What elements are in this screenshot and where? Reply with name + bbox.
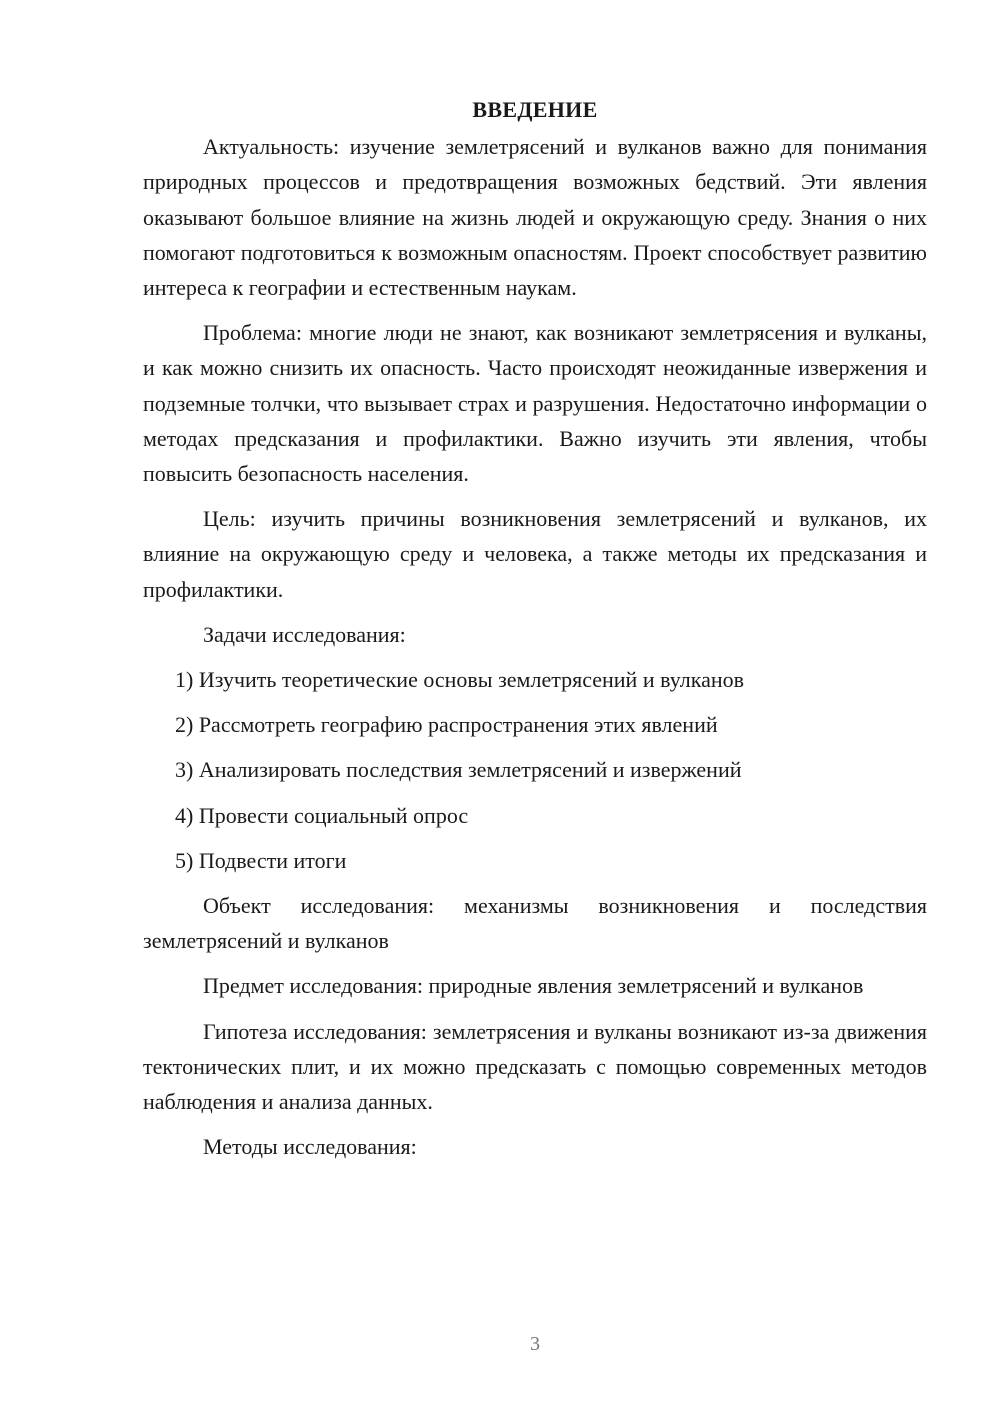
section-title: ВВЕДЕНИЕ: [472, 97, 598, 122]
subject-paragraph: Предмет исследования: природные явления землетрясений и вулканов: [203, 973, 864, 999]
task-item-4: 4) Провести социальный опрос: [175, 802, 469, 828]
task-item-1: 1) Изучить теоретические основы землетрясений и вулканов: [175, 667, 745, 693]
hypothesis-paragraph: Гипотеза исследования: землетрясения и вулканы возникают из-за движения тектонических плит, и их можно предсказать с помощью современных методов наблюдения и анализа данных.: [143, 1018, 927, 1115]
page-number: 3: [530, 1333, 540, 1355]
problem-paragraph: Проблема: многие люди не знают, как возникают землетрясения и вулканы, и как можно снизить их опасность. Часто происходят неожиданные извержения и подземные толчки, что вызывает страх и разрушения. Недостаточно информации о методах предсказания и профилактики. Важно изучить эти явления, чтобы повысить безопасность населения.: [143, 320, 927, 487]
relevance-paragraph: Актуальность: изучение землетрясений и вулканов важно для понимания природных процессов и предотвращения возможных бедствий. Эти явления оказывают большое влияние на жизнь людей и окружающую среду. Знания о них помогают подготовиться к возможным опасностям. Проект способствует развитию интереса к географии и естественным наукам.: [143, 134, 927, 301]
methods-heading: Методы исследования:: [203, 1134, 417, 1160]
task-item-3: 3) Анализировать последствия землетрясений и извержений: [175, 757, 742, 783]
object-paragraph: Объект исследования: механизмы возникновения и последствия землетрясений и вулканов: [143, 893, 927, 954]
tasks-heading: Задачи исследования:: [203, 621, 406, 647]
tasks-list: [143, 662, 927, 878]
goal-paragraph: Цель: изучить причины возникновения землетрясений и вулканов, их влияние на окружающую среду и человека, а также методы их предсказания и профилактики.: [143, 506, 927, 602]
task-item-5: 5) Подвести итоги: [175, 847, 347, 873]
task-item-2: 2) Рассмотреть географию распространения этих явлений: [175, 712, 718, 738]
page-content: [143, 92, 927, 1174]
